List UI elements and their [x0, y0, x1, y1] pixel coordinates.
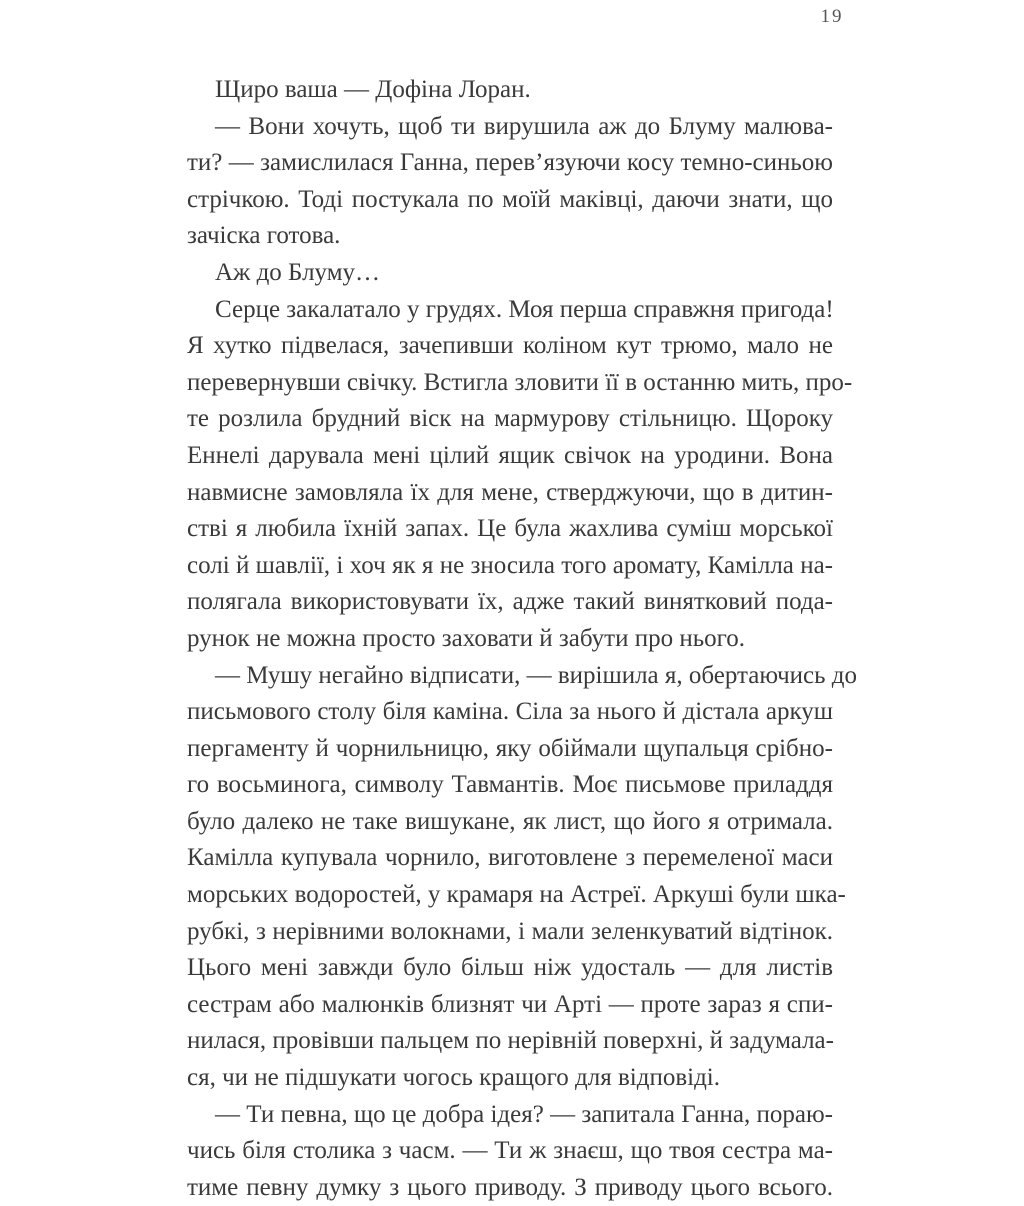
text-line: Цього мені завжди було більш ніж удосталь — для листів: [187, 954, 833, 982]
text-line: пергаменту й чорнильницю, яку обіймали щупальця срібно-: [187, 734, 833, 762]
text-line: Серце закалатало у грудях. Моя перша справжня пригода!: [215, 295, 834, 323]
page-number: 19: [820, 6, 844, 27]
text-line: нилася, провівши пальцем по нерівній поверхні, й задумала-: [187, 1027, 834, 1055]
text-line: — Мушу негайно відписати, — вирішила я, обертаючись до: [215, 661, 858, 689]
text-line: тиме певну думку з цього приводу. З приводу цього всього.: [187, 1173, 833, 1201]
text-line: Щиро ваша — Дофіна Лоран.: [215, 76, 531, 103]
text-line: солі й шавлії, і хоч як я не зносила того аромату, Камілла на-: [187, 551, 833, 579]
text-line: зачіска готова.: [187, 222, 341, 250]
text-line: Я хутко підвелася, зачепивши коліном кут трюмо, мало не: [187, 332, 833, 360]
text-line: морських водоростей, у крамаря на Астреї. Аркуші були шка-: [187, 881, 846, 909]
text-line: чись біля столика з часм. — Ти ж знаєш, що твоя сестра ма-: [187, 1137, 833, 1165]
text-line: Аж до Блуму…: [215, 258, 381, 286]
text-line: сестрам або малюнків близнят чи Арті — проте зараз я спи-: [187, 990, 833, 1018]
paragraph: [187, 1097, 833, 1206]
paragraph: [187, 72, 833, 109]
text-line: навмисне замовляла їх для мене, стверджуючи, що в дитин-: [187, 478, 833, 506]
text-line: ся, чи не підшукати чогось кращого для відповіді.: [187, 1064, 720, 1092]
text-line: го восьминога, символу Тавмантів. Моє письмове приладдя: [187, 771, 833, 799]
text-line: стві я любила їхній запах. Це була жахлива суміш морської: [187, 515, 833, 543]
text-line: полягала використовувати їх, адже такий винятковий пода-: [187, 588, 833, 616]
paragraph: [187, 255, 833, 292]
text-line: Камілла купувала чорнило, виготовлене з перемеленої маси: [187, 844, 833, 872]
text-line: — Ти певна, що це добра ідея? — запитала Ганна, пораю-: [215, 1100, 833, 1128]
text-line: рубкі, з нерівними волокнами, і мали зеленкуватий відтінок.: [187, 917, 833, 945]
text-line: письмового столу біля каміна. Сіла за нього й дістала аркуш: [187, 698, 833, 726]
paragraph: [187, 109, 833, 255]
paragraph: [187, 658, 858, 1097]
book-text: [187, 72, 858, 1206]
text-line: перевернувши свічку. Встигла зловити її в останню мить, про-: [187, 368, 853, 396]
text-line: — Вони хочуть, щоб ти вирушила аж до Блуму малюва-: [215, 112, 833, 140]
text-line: ти? — замислилася Ганна, перев’язуючи косу темно-синьою: [187, 149, 833, 177]
text-line: Еннелі дарувала мені цілий ящик свічок на уродини. Вона: [187, 441, 833, 469]
paragraph: [187, 292, 853, 658]
text-line: було далеко не таке вишукане, як лист, що його я отримала.: [187, 807, 833, 835]
text-line: те розлила брудний віск на мармурову стільницю. Щороку: [187, 405, 833, 433]
text-line: рунок не можна просто заховати й забути про нього.: [187, 624, 746, 652]
text-line: стрічкою. Тоді постукала по моїй маківці, даючи знати, що: [187, 185, 833, 213]
